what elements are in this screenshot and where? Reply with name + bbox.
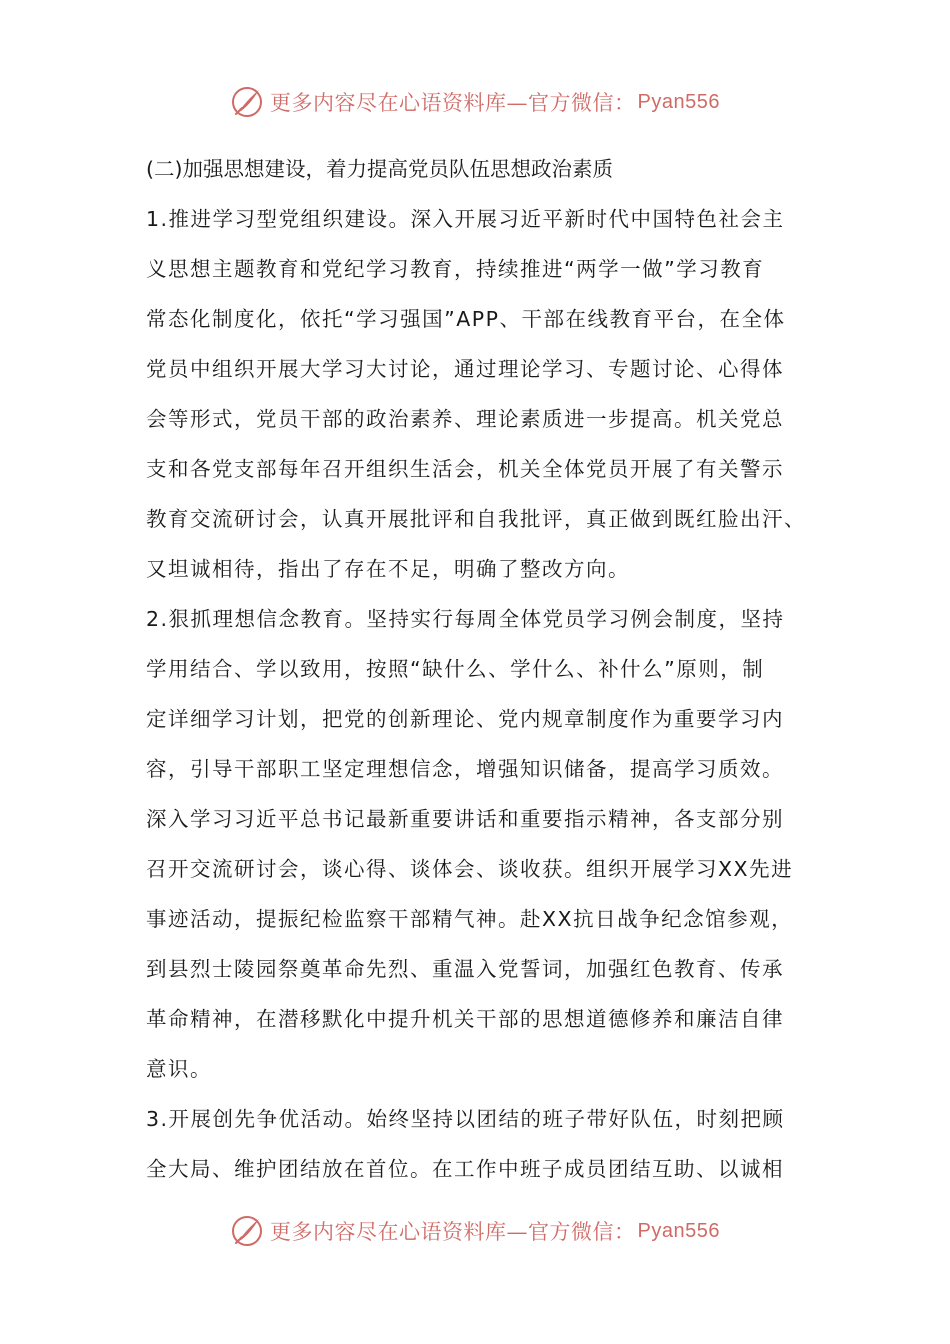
text-line: 革命精神，在潜移默化中提升机关干部的思想道德修养和廉洁自律 — [146, 1007, 784, 1031]
document-body — [146, 144, 836, 1194]
paragraph-1 — [146, 194, 836, 594]
text-line: 1.推进学习型党组织建设。深入开展习近平新时代中国特色社会主 — [146, 207, 785, 231]
text-line: 党员中组织开展大学习大讨论，通过理论学习、专题讨论、心得体 — [146, 357, 784, 381]
paragraph-3 — [146, 1094, 836, 1194]
text-line: 3.开展创先争优活动。始终坚持以团结的班子带好队伍，时刻把顾 — [146, 1107, 785, 1131]
watermark-wechat-id: Pyan556 — [637, 90, 720, 113]
quill-pen-logo-icon — [230, 1214, 264, 1248]
text-line: 教育交流研讨会，认真开展批评和自我批评，真正做到既红脸出汗、 — [146, 507, 806, 531]
text-line: 又坦诚相待，指出了存在不足，明确了整改方向。 — [146, 557, 630, 581]
watermark-text: 更多内容尽在心语资料库—官方微信： — [270, 1220, 636, 1244]
text-line: 义思想主题教育和党纪学习教育，持续推进“两学一做”学习教育 — [146, 257, 765, 281]
text-line: 支和各党支部每年召开组织生活会，机关全体党员开展了有关警示 — [146, 457, 784, 481]
quill-pen-logo-icon — [230, 85, 264, 119]
watermark-footer — [0, 1209, 950, 1253]
text-line: 意识。 — [146, 1057, 212, 1081]
text-line: 2.狠抓理想信念教育。坚持实行每周全体党员学习例会制度，坚持 — [146, 607, 785, 631]
text-line: 深入学习习近平总书记最新重要讲话和重要指示精神，各支部分别 — [146, 807, 784, 831]
text-line: 容，引导干部职工坚定理想信念，增强知识储备，提高学习质效。 — [146, 757, 784, 781]
text-line: 常态化制度化，依托“学习强国”APP、干部在线教育平台，在全体 — [146, 307, 786, 331]
text-line: 会等形式，党员干部的政治素养、理论素质进一步提高。机关党总 — [146, 407, 784, 431]
text-line: 学用结合、学以致用，按照“缺什么、学什么、补什么”原则，制 — [146, 657, 765, 681]
watermark-header — [0, 80, 950, 124]
text-line: 全大局、维护团结放在首位。在工作中班子成员团结互助、以诚相 — [146, 1157, 784, 1181]
section-heading: (二)加强思想建设，着力提高党员队伍思想政治素质 — [146, 157, 613, 181]
text-line: 定详细学习计划，把党的创新理论、党内规章制度作为重要学习内 — [146, 707, 784, 731]
text-line: 召开交流研讨会，谈心得、谈体会、谈收获。组织开展学习XX先进 — [146, 857, 794, 881]
paragraph-2 — [146, 594, 836, 1094]
watermark-text: 更多内容尽在心语资料库—官方微信： — [270, 91, 636, 115]
text-line: 事迹活动，提振纪检监察干部精气神。赴XX抗日战争纪念馆参观， — [146, 907, 794, 931]
watermark-wechat-id: Pyan556 — [637, 1219, 720, 1242]
text-line: 到县烈士陵园祭奠革命先烈、重温入党誓词，加强红色教育、传承 — [146, 957, 784, 981]
